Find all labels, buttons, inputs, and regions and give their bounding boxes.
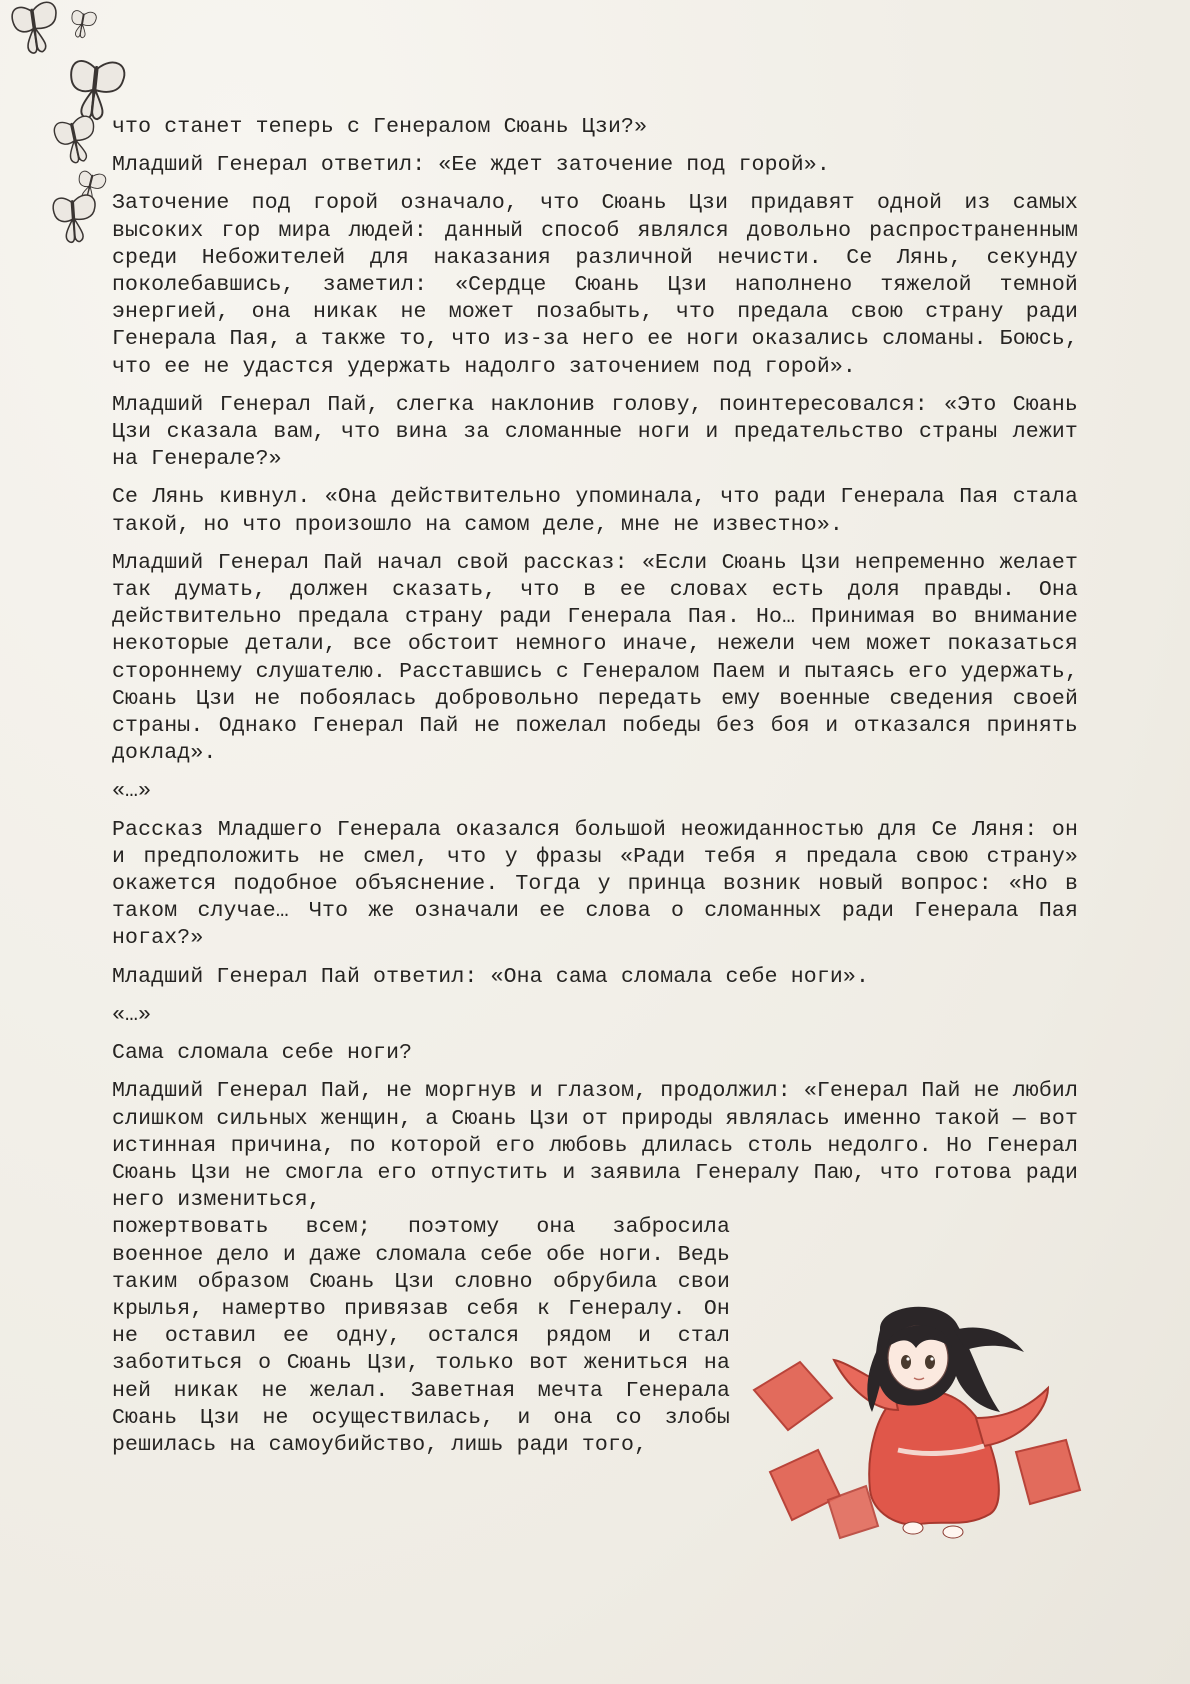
paragraph-3: Заточение под горой означало, что Сюань Цзи придавят одной из самых высоких гор мира людей: данный способ являлся довольно распространенным среди Небожителей для наказания различной нечисти. Се Лянь, секунду поколебавшись, заметил: «Сердце Сюань Цзи наполнено тяжелой темной энергией, она никак не может позабыть, что предала свою страну ради Генерала Пая, а также то, что из-за него ее ноги оказались сломаны. Боюсь, что ее не удастся удержать надолго заточением под горой». [112,191,1078,379]
chibi-girl-red-robe-illustration [748,1300,1093,1560]
paragraph-10: Младший Генерал Пай, не моргнув и глазом, продолжил: «Генерал Пай не любил слишком сильных женщин, а Сюань Цзи от природы являлась именно такой — вот истинная причина, по которой его любовь длилась столь недолго. Но Генерал Сюань Цзи не смогла его отпустить и заявила Генералу Паю, что готова ради него измениться, [112,1079,1078,1213]
paragraph-1: что станет теперь с Генералом Сюань Цзи?» [112,115,648,139]
paragraph-4: Младший Генерал Пай, слегка наклонив голову, поинтересовался: «Это Сюань Цзи сказала вам, что вина за сломанные ноги и предательство страны лежит на Генерале?» [112,392,1078,472]
paragraph-2: Младший Генерал ответил: «Ее ждет заточение под горой». [112,153,830,178]
paragraph-7: Рассказ Младшего Генерала оказался большой неожиданностью для Се Ляня: он и предположить не смел, что у фразы «Ради тебя я предала свою страну» окажется подобное объяснение. Тогда у принца возник новый вопрос: «Но в таком случае… Что же означали ее слова о сломанных ради Генерала Пая ногах?» [112,817,1078,951]
article-body [112,114,1078,1470]
paragraph-9: Сама сломала себе ноги? [112,1041,413,1066]
paragraph-8: Младший Генерал Пай ответил: «Она сама сломала себе ноги». [112,964,870,989]
paragraph-5: Се Лянь кивнул. «Она действительно упоминала, что ради Генерала Пая стала такой, но что произошло на самом деле, мне не известно». [112,485,1078,537]
paragraph-10-continued: пожертвовать всем; поэтому она забросила военное дело и даже сломала себе обе ноги. Ведь таким образом Сюань Цзи словно обрубила свои крылья, намертво привязав себя к Генералу. Он не оставил ее одну, остался рядом и стал заботиться о Сюань Цзи, только вот жениться на ней никак не желал. Заветная мечта Генерала Сюань Цзи не осуществилась, и она со злобы решилась на самоубийство, лишь ради того, [112,1215,730,1457]
ellipsis-line-2: «…» [112,1002,152,1027]
ellipsis-line-1: «…» [112,779,152,804]
paragraph-6: Младший Генерал Пай начал свой рассказ: «Если Сюань Цзи непременно желает так думать, должен сказать, что в ее словах есть доля правды. Она действительно предала страну ради Генерала Пая. Но… Принимая во внимание некоторые детали, все обстоит немного иначе, нежели чем может показаться стороннему слушателю. Расставшись с Генералом Паем и пытаясь его удержать, Сюань Цзи не побоялась добровольно передать ему военные сведения своей страны. Однако Генерал Пай не пожелал победы без боя и отказался принять доклад». [112,550,1078,766]
